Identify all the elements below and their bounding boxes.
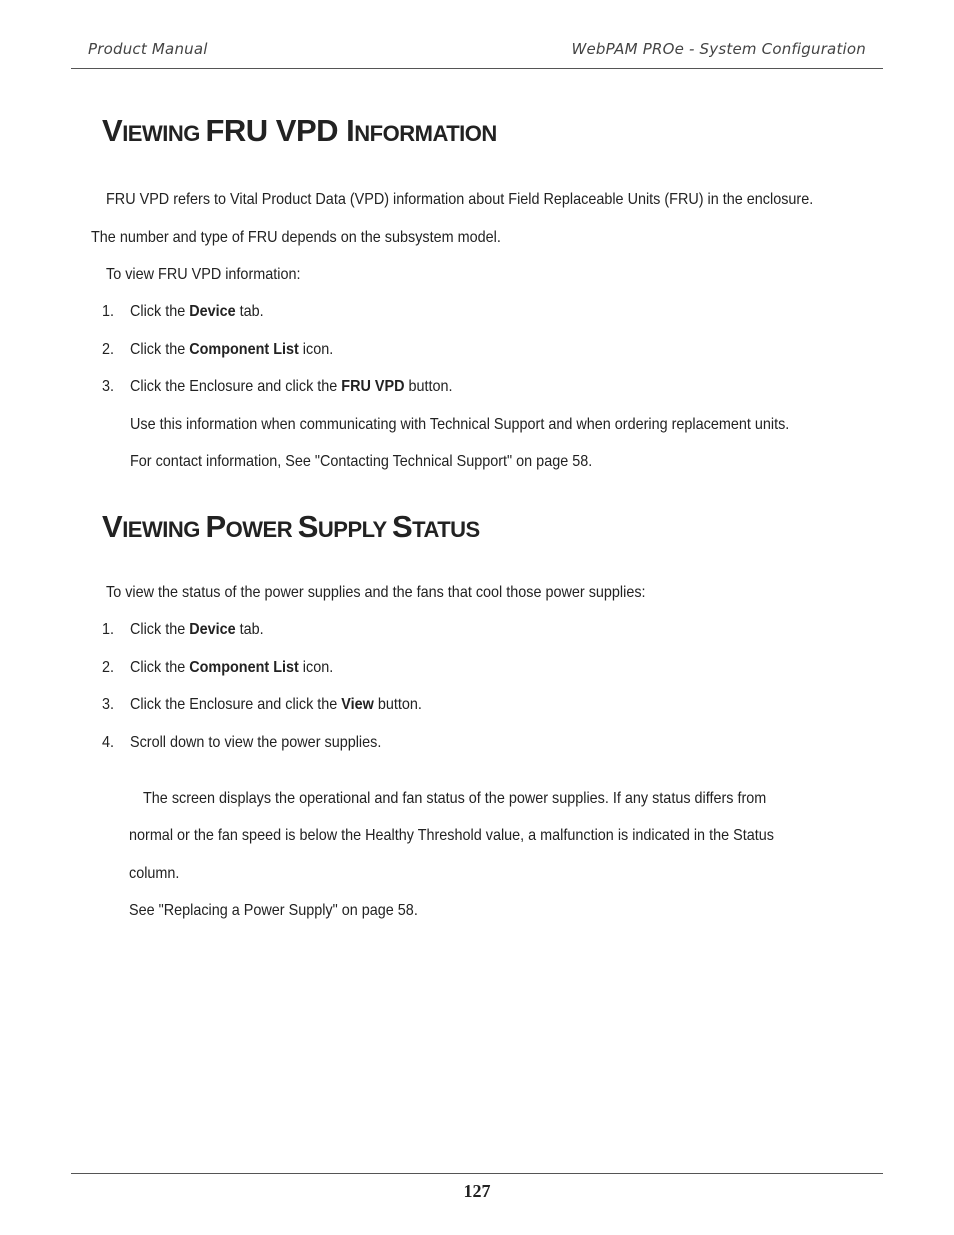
section-title-fru-vpd (102, 115, 497, 146)
header-right: WebPAM PROe - System Configuration (571, 40, 866, 58)
title-small: OWER (225, 517, 298, 542)
title-cap: V (102, 113, 123, 148)
step-number: 4. (102, 734, 115, 751)
procedure-lead: To view the status of the power supplies and the fans that cool those power supplies: (106, 584, 646, 601)
ui-label-component-list: Component List (189, 659, 299, 676)
step-text: Scroll down to view the power supplies. (130, 734, 382, 751)
ui-label-device: Device (189, 621, 236, 638)
intro-line-2: The number and type of FRU depends on the subsystem model. (91, 229, 501, 246)
page-number: 127 (463, 1181, 491, 1201)
title-small: NFORMATION (354, 121, 497, 146)
ui-label-fru-vpd: FRU VPD (341, 378, 405, 395)
title-cap: S (391, 509, 413, 544)
section-title-power-supply (102, 511, 480, 542)
header-rule (71, 68, 883, 69)
footer-rule (71, 1173, 883, 1174)
step-text: Click the Device tab. (130, 621, 264, 638)
title-cap: P (205, 509, 226, 544)
title-small: TATUS (412, 517, 480, 542)
step-text: Click the Enclosure and click the View button. (130, 696, 422, 713)
intro-line-1: FRU VPD refers to Vital Product Data (VPD) information about Field Replaceable Units (FRU) in the enclosure. (106, 191, 814, 208)
title-cap: FRU VPD (205, 113, 339, 148)
step-number: 1. (102, 303, 115, 320)
step-text: Click the Enclosure and click the FRU VPD button. (130, 378, 453, 395)
procedure-lead: To view FRU VPD information: (106, 266, 301, 283)
title-small: IEWING (122, 517, 206, 542)
step-text: Click the Device tab. (130, 303, 264, 320)
title-cap: S (297, 509, 318, 544)
ui-label-view: View (341, 696, 374, 713)
step-text: Click the Component List icon. (130, 659, 334, 676)
title-cap: I (346, 113, 355, 148)
status-paragraph-line-1: The screen displays the operational and fan status of the power supplies. If any status differs from (143, 790, 767, 807)
step-number: 3. (102, 378, 115, 395)
status-paragraph-line-2: normal or the fan speed is below the Healthy Threshold value, a malfunction is indicated in the Status (129, 827, 774, 844)
ui-label-component-list: Component List (189, 341, 299, 358)
header-left: Product Manual (88, 40, 208, 58)
step-number: 3. (102, 696, 115, 713)
title-small: UPPLY (317, 517, 392, 542)
status-paragraph-line-3: column. (129, 865, 180, 882)
step-number: 2. (102, 659, 115, 676)
step-text: Click the Component List icon. (130, 341, 334, 358)
step-number: 1. (102, 621, 115, 638)
note-line-1: Use this information when communicating with Technical Support and when ordering replacement units. (130, 416, 790, 433)
note-line-2: For contact information, See "Contacting Technical Support" on page 58. (130, 453, 593, 470)
title-small: IEWING (122, 121, 206, 146)
step-number: 2. (102, 341, 115, 358)
ui-label-device: Device (189, 303, 236, 320)
title-cap: V (102, 509, 123, 544)
see-reference: See "Replacing a Power Supply" on page 58. (129, 902, 418, 919)
